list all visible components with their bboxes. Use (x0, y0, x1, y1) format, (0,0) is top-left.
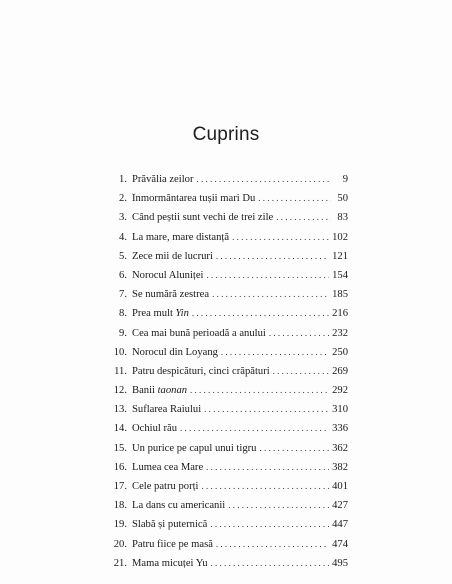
entry-page-number: 336 (332, 423, 348, 435)
entry-number: 2. (119, 193, 127, 205)
entry-number: 21. (113, 557, 127, 569)
toc-entry-2 (108, 193, 348, 212)
dot-leader (232, 232, 329, 242)
dot-leader (259, 443, 329, 453)
entry-number: 19. (113, 519, 127, 531)
dot-leader (192, 308, 329, 318)
entry-title: Un purice pe capul unui tigru (132, 442, 257, 454)
entry-page-number: 50 (337, 193, 348, 205)
toc-entry-20 (108, 539, 348, 558)
entry-title: Slabă și puternică (132, 519, 208, 531)
entry-page-number: 310 (332, 404, 348, 416)
entry-page-number: 495 (332, 557, 348, 569)
entry-title-text: Banii (132, 385, 158, 397)
toc-entry-14 (108, 423, 348, 442)
toc-entry-5 (108, 251, 348, 270)
entry-page-number: 185 (332, 289, 348, 301)
dot-leader (258, 193, 331, 203)
entry-page-number: 250 (332, 346, 348, 358)
entry-page-number: 427 (332, 500, 348, 512)
entry-page-number: 447 (332, 519, 348, 531)
dot-leader (204, 404, 329, 414)
toc-entry-11 (108, 366, 348, 385)
entry-page-number: 102 (332, 231, 348, 243)
entry-number: 1. (119, 174, 127, 185)
dot-leader (190, 385, 329, 395)
entry-title: Se numără zestrea (132, 289, 210, 301)
entry-number: 13. (113, 404, 127, 416)
entry-number: 8. (119, 308, 127, 320)
entry-title: Norocul Aluniței (132, 269, 204, 281)
dot-leader (276, 212, 331, 222)
table-of-contents (108, 174, 348, 577)
dot-leader (207, 270, 330, 280)
entry-number: 15. (113, 442, 127, 454)
entry-title (132, 385, 187, 396)
entry-page-number: 154 (332, 269, 348, 281)
entry-number: 14. (113, 423, 127, 435)
dot-leader (196, 174, 331, 184)
entry-title: La dans cu americanii (132, 500, 226, 512)
dot-leader (228, 500, 329, 510)
toc-entry-4 (108, 232, 348, 251)
toc-entry-9 (108, 328, 348, 347)
entry-title: Mama micuței Yu (132, 557, 208, 569)
dot-leader (180, 423, 329, 433)
entry-number: 9. (119, 327, 127, 339)
entry-title: Înmormântarea tușii mari Du (132, 193, 256, 205)
entry-title: Suflarea Raiului (132, 404, 202, 416)
entry-title: Lumea cea Mare (132, 461, 204, 473)
entry-title (132, 308, 189, 319)
dot-leader (269, 328, 329, 338)
page-title: Cuprins (192, 124, 260, 145)
entry-title-italic: taonan (157, 385, 188, 397)
entry-page-number: 474 (332, 538, 348, 550)
toc-entry-1 (108, 174, 348, 193)
entry-title: Prăvălia zeilor (132, 174, 194, 185)
toc-entry-6 (108, 270, 348, 289)
entry-number: 10. (113, 346, 127, 358)
toc-entry-12 (108, 385, 348, 404)
toc-entry-17 (108, 481, 348, 500)
entry-number: 3. (119, 212, 127, 224)
entry-page-number: 9 (342, 174, 348, 185)
entry-title: Norocul din Loyang (132, 346, 218, 358)
entry-number: 17. (113, 481, 127, 492)
entry-number: 7. (119, 289, 127, 301)
entry-title: Patru fiice pe masă (132, 538, 213, 550)
dot-leader (211, 558, 330, 568)
entry-page-number: 216 (332, 308, 348, 320)
dot-leader (202, 481, 330, 491)
entry-title: Patru despicături, cinci crăpături (132, 365, 270, 377)
entry-title: Ochiul rău (132, 423, 178, 435)
dot-leader (210, 519, 329, 529)
entry-title: Cea mai bună perioadă a anului (132, 327, 266, 339)
entry-title-italic: Yin (175, 308, 189, 320)
entry-page-number: 292 (332, 385, 348, 397)
entry-number: 16. (113, 461, 127, 473)
entry-number: 18. (113, 500, 127, 512)
toc-entry-18 (108, 500, 348, 519)
dot-leader (216, 539, 329, 549)
entry-page-number: 121 (332, 250, 348, 262)
entry-title-text: Prea mult (132, 308, 176, 320)
dot-leader (216, 251, 329, 261)
toc-entry-3 (108, 212, 348, 231)
toc-entry-7 (108, 289, 348, 308)
entry-title: La mare, mare distanță (132, 231, 230, 243)
toc-entry-10 (108, 347, 348, 366)
dot-leader (273, 366, 329, 376)
entry-page-number: 362 (332, 442, 348, 454)
dot-leader (221, 347, 329, 357)
toc-entry-13 (108, 404, 348, 423)
entry-number: 4. (119, 231, 127, 243)
entry-page-number: 269 (332, 365, 348, 377)
entry-number: 6. (119, 269, 127, 281)
toc-entry-8 (108, 308, 348, 327)
entry-title: Zece mii de lucruri (132, 250, 213, 262)
entry-number: 20. (113, 538, 127, 550)
entry-title: Cele patru porți (132, 481, 199, 492)
entry-title: Când peștii sunt vechi de trei zile (132, 212, 274, 224)
entry-page-number: 401 (332, 481, 348, 492)
entry-number: 11. (114, 365, 127, 377)
dot-leader (206, 462, 329, 472)
dot-leader (212, 289, 329, 299)
toc-entry-21 (108, 558, 348, 577)
entry-page-number: 232 (332, 327, 348, 339)
entry-page-number: 83 (337, 212, 348, 224)
toc-entry-15 (108, 443, 348, 462)
entry-number: 12. (113, 385, 127, 397)
entry-number: 5. (119, 250, 127, 262)
toc-entry-19 (108, 519, 348, 538)
toc-entry-16 (108, 462, 348, 481)
entry-page-number: 382 (332, 461, 348, 473)
